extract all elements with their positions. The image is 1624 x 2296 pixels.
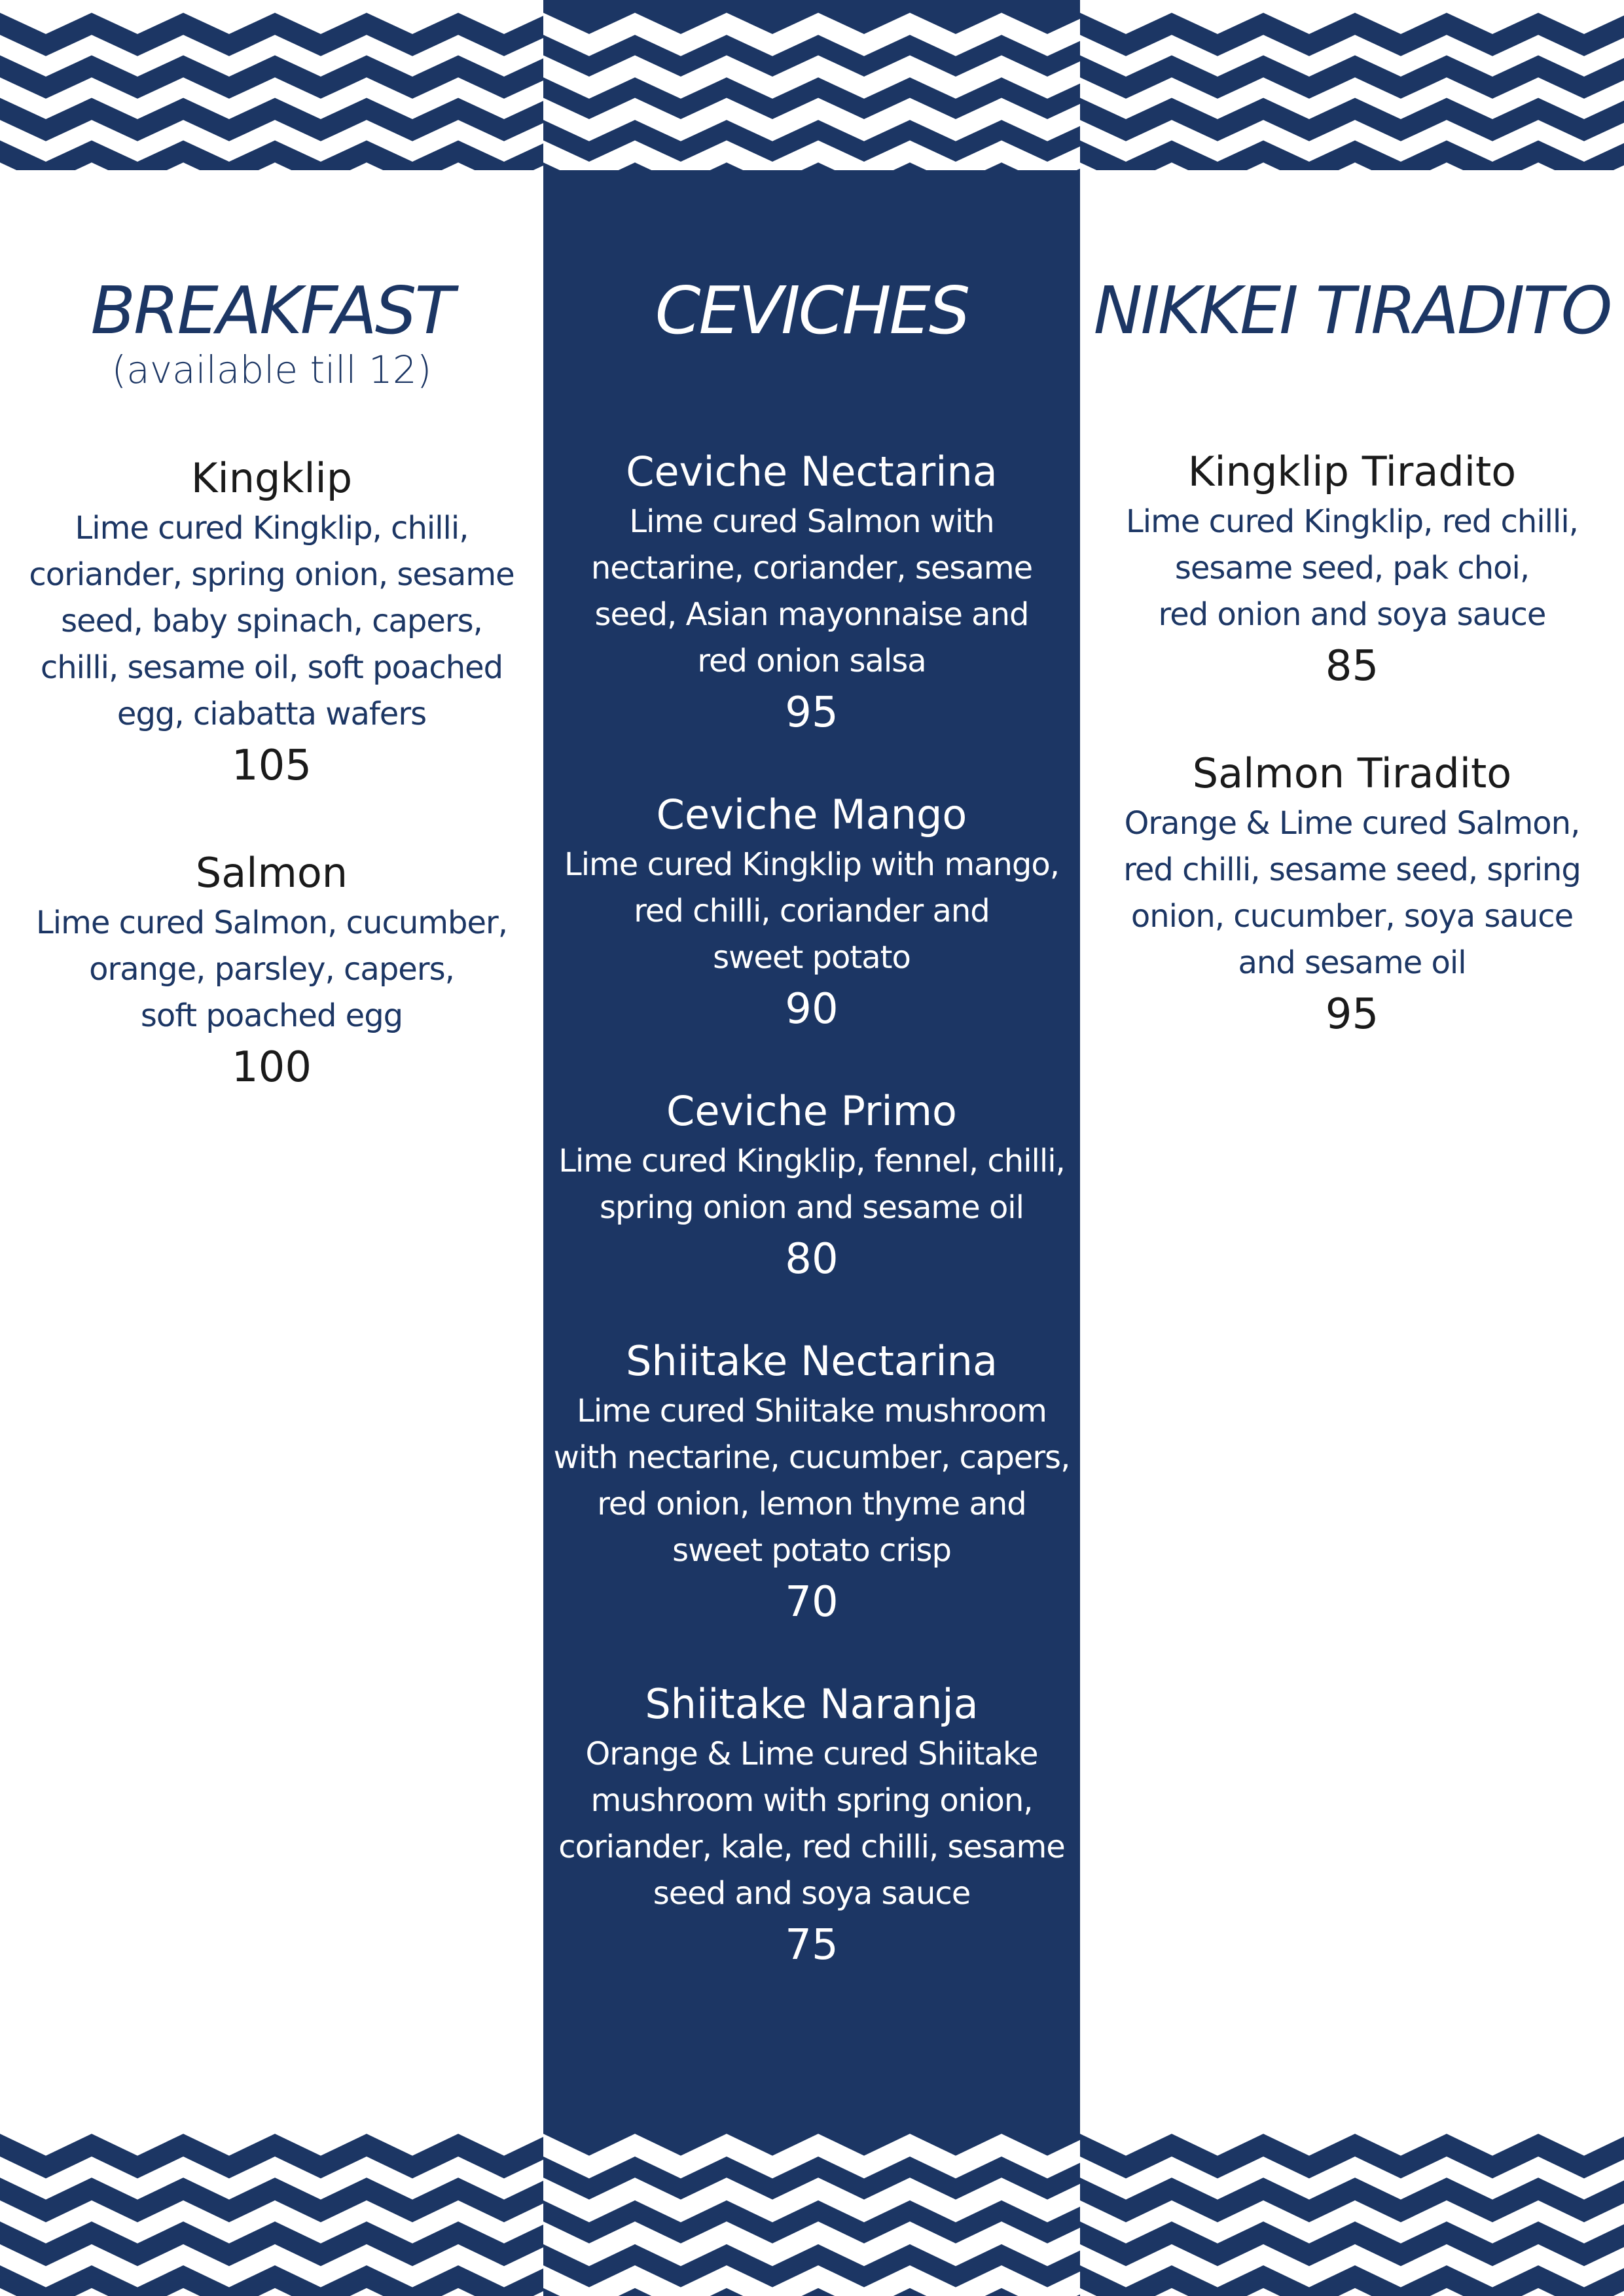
menu-item-name: Salmon Tiradito bbox=[1192, 749, 1512, 797]
menu-items bbox=[1080, 445, 1624, 1043]
menu-item-price: 95 bbox=[1325, 990, 1379, 1039]
menu-item bbox=[543, 1085, 1080, 1287]
menu-item bbox=[0, 846, 543, 1096]
menu-item bbox=[1080, 445, 1624, 694]
breakfast-column bbox=[0, 0, 543, 2296]
chevron-stripe bbox=[0, 2178, 543, 2222]
chevron-stripe bbox=[0, 98, 543, 141]
menu-item-name: Shiitake Naranja bbox=[645, 1680, 979, 1728]
chevron-stripe bbox=[1080, 13, 1624, 56]
menu-item-price: 85 bbox=[1325, 642, 1379, 691]
section-title: CEVICHES bbox=[655, 272, 969, 349]
menu-item bbox=[543, 445, 1080, 741]
menu-item-price: 75 bbox=[785, 1921, 839, 1969]
menu-item-description: Lime cured Salmon with nectarine, coriander, sesame seed, Asian mayonnaise and red onion salsa bbox=[590, 503, 1033, 679]
menu-item-name: Ceviche Mango bbox=[656, 791, 967, 838]
menu-item-description: Lime cured Kingklip, chilli, coriander, spring onion, sesame seed, baby spinach, capers, chilli, sesame oil, soft poached egg, ciabatta wafers bbox=[29, 510, 514, 732]
chevron-stripe bbox=[1080, 2221, 1624, 2266]
chevron-stripe bbox=[1080, 56, 1624, 99]
menu-item-name: Kingklip bbox=[190, 454, 353, 502]
zigzag-border-bottom bbox=[0, 2121, 543, 2296]
zigzag-border-top bbox=[0, 0, 543, 170]
menu-item-name: Ceviche Nectarina bbox=[626, 448, 998, 495]
nikkei-column bbox=[1080, 0, 1624, 2296]
chevron-stripe bbox=[0, 56, 543, 99]
menu-item-price: 100 bbox=[231, 1043, 312, 1092]
menu-item-description: Lime cured Kingklip, fennel, chilli, spring onion and sesame oil bbox=[558, 1143, 1065, 1226]
menu-item bbox=[1080, 747, 1624, 1043]
menu-item-price: 70 bbox=[785, 1578, 839, 1626]
chevron-stripe bbox=[0, 13, 543, 56]
menu-item-description: Orange & Lime cured Salmon, red chilli, sesame seed, spring onion, cucumber, soya sauce and sesame oil bbox=[1123, 805, 1581, 981]
chevron-stripe bbox=[1080, 98, 1624, 141]
menu-item-description: Orange & Lime cured Shiitake mushroom with spring onion, coriander, kale, red chilli, sesame seed and soya sauce bbox=[558, 1736, 1065, 1912]
menu-item-price: 80 bbox=[785, 1235, 839, 1283]
ceviches-section bbox=[543, 268, 1080, 2020]
ceviches-column bbox=[543, 0, 1080, 2296]
menu-item-description: Lime cured Salmon, cucumber, orange, parsley, capers, soft poached egg bbox=[35, 905, 508, 1034]
chevron-stripe bbox=[0, 141, 543, 171]
breakfast-section bbox=[0, 268, 543, 1148]
menu-item-name: Shiitake Nectarina bbox=[626, 1337, 998, 1385]
section-title: BREAKFAST bbox=[90, 272, 453, 349]
nikkei-section bbox=[1080, 268, 1624, 1095]
section-subtitle: (available till 12) bbox=[111, 348, 432, 392]
menu-item-price: 95 bbox=[785, 689, 839, 737]
zigzag-border-bottom bbox=[1080, 2121, 1624, 2296]
menu-items bbox=[543, 445, 1080, 1973]
zigzag-border-top bbox=[543, 0, 1080, 170]
menu-item bbox=[543, 1335, 1080, 1630]
chevron-stripe bbox=[1080, 2265, 1624, 2296]
menu-item bbox=[0, 452, 543, 794]
chevron-stripe bbox=[0, 2134, 543, 2178]
menu-item-description: Lime cured Kingklip with mango, red chilli, coriander and sweet potato bbox=[564, 846, 1060, 976]
menu-item-description: Lime cured Kingklip, red chilli, sesame seed, pak choi, red onion and soya sauce bbox=[1126, 503, 1578, 633]
chevron-stripe bbox=[1080, 2134, 1624, 2178]
zigzag-border-bottom bbox=[543, 2121, 1080, 2296]
menu-item-price: 105 bbox=[231, 742, 312, 790]
chevron-stripe bbox=[1080, 2178, 1624, 2222]
menu-item-name: Ceviche Primo bbox=[666, 1087, 957, 1135]
menu-item-price: 90 bbox=[785, 985, 839, 1033]
zigzag-border-top bbox=[1080, 0, 1624, 170]
chevron-stripe bbox=[0, 2221, 543, 2266]
menu-item bbox=[543, 788, 1080, 1037]
menu-item bbox=[543, 1677, 1080, 1973]
menu-item-description: Lime cured Shiitake mushroom with nectarine, cucumber, capers, red onion, lemon thyme and sweet potato crisp bbox=[553, 1393, 1070, 1569]
menu-item-name: Salmon bbox=[195, 849, 348, 897]
menu-item-name: Kingklip Tiradito bbox=[1187, 448, 1517, 495]
chevron-stripe bbox=[1080, 141, 1624, 171]
chevron-stripe bbox=[0, 2265, 543, 2296]
menu-items bbox=[0, 452, 543, 1096]
section-title: NIKKEI TIRADITO bbox=[1093, 272, 1611, 349]
